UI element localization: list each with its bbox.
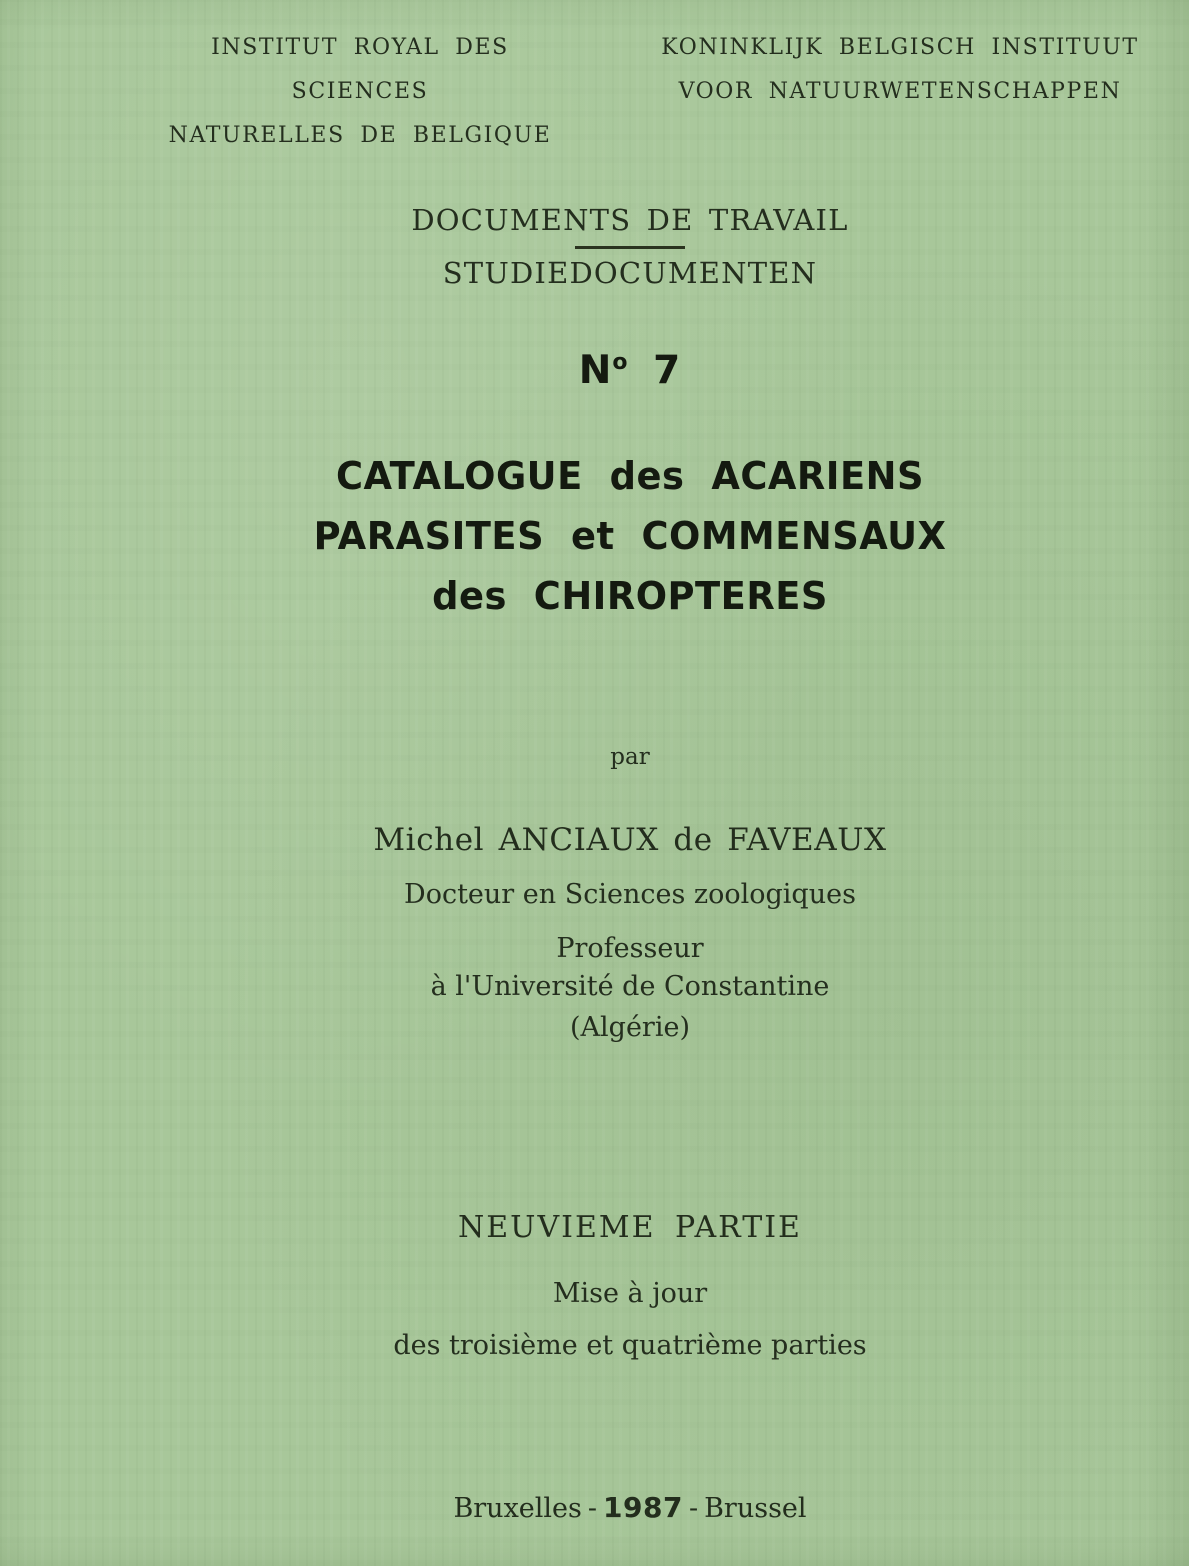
issue-number — [71, 348, 1189, 393]
imprint-separator-1: - — [587, 1493, 598, 1524]
series-title-dutch: STUDIEDOCUMENTEN — [442, 256, 818, 290]
imprint-line — [71, 1491, 1189, 1524]
imprint-city-french: Bruxelles — [453, 1493, 582, 1524]
institute-fr-line1: INSTITUT ROYAL DES SCIENCES — [211, 35, 509, 104]
author-country: (Algérie) — [570, 1012, 690, 1043]
imprint-separator-2: - — [688, 1493, 699, 1524]
main-title — [88, 446, 1172, 626]
byline-label: par — [610, 744, 650, 770]
author-position: Professeur — [556, 933, 704, 964]
institute-nl-line2: VOOR NATUURWETENSCHAPPEN — [678, 79, 1122, 104]
title-page-content — [71, 0, 1189, 1566]
part-heading: NEUVIEME PARTIE — [458, 1210, 802, 1245]
author-degree: Docteur en Sciences zoologiques — [404, 879, 856, 910]
author-affiliation: à l'Université de Constantine — [430, 971, 830, 1002]
issue-number-superscript: o — [612, 350, 629, 375]
main-title-line2: PARASITES et COMMENSAUX — [313, 514, 947, 558]
issue-number-value: 7 — [653, 348, 682, 393]
author-name: Michel ANCIAUX de FAVEAUX — [373, 822, 887, 858]
main-title-line1: CATALOGUE des ACARIENS — [335, 454, 925, 498]
series-divider-rule — [575, 246, 685, 249]
part-subtitle-1: Mise à jour — [552, 1278, 708, 1309]
institute-nl-line1: KONINKLIJK BELGISCH INSTITUUT — [661, 35, 1139, 60]
main-title-line3: des CHIROPTERES — [432, 574, 828, 618]
institute-fr-line2: NATURELLES DE BELGIQUE — [168, 123, 552, 148]
imprint-year: 1987 — [603, 1491, 683, 1524]
imprint-city-dutch: Brussel — [704, 1493, 807, 1524]
series-title-french: DOCUMENTS DE TRAVAIL — [411, 203, 849, 237]
part-subtitle-2: des troisième et quatrième parties — [393, 1330, 867, 1361]
issue-number-prefix: N — [578, 348, 613, 393]
